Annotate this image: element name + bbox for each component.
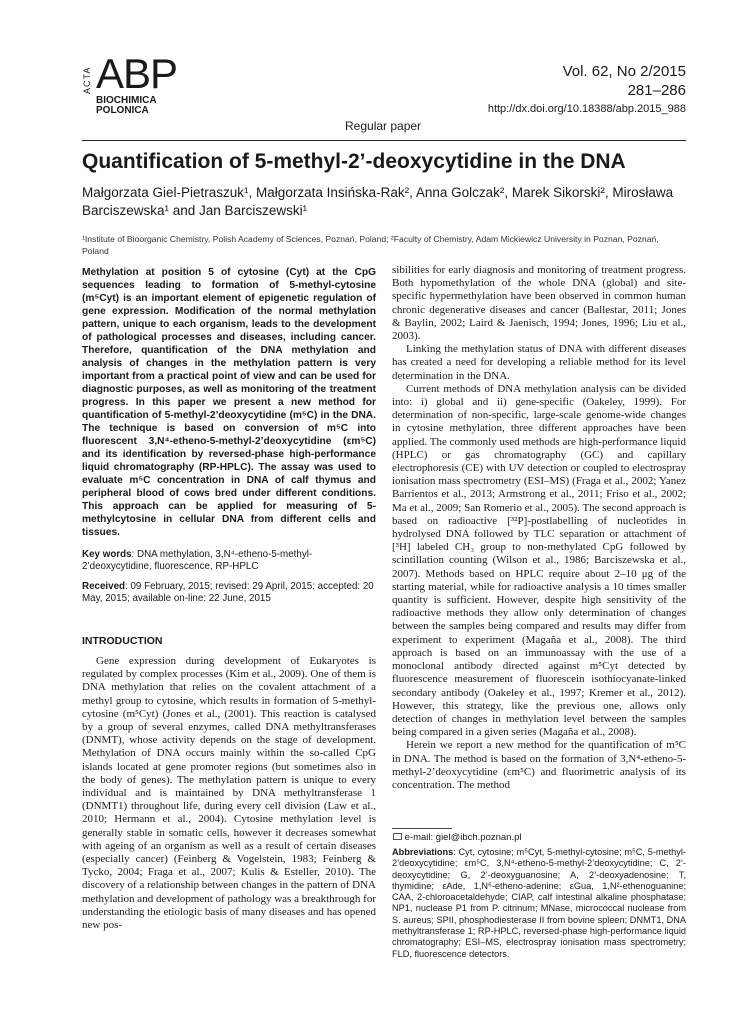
footnote-divider xyxy=(392,828,452,829)
affiliations: ¹Institute of Bioorganic Chemistry, Polish Academy of Sciences, Poznań, Poland; ²Faculty of Chemistry, Adam Mickiewicz University in Poznan, Poznań, Poland xyxy=(82,234,659,256)
abbreviations xyxy=(392,847,686,960)
article-title: Quantification of 5-methyl-2’-deoxycytidine in the DNA xyxy=(82,150,626,173)
corresponding-email[interactable] xyxy=(392,832,521,843)
keywords xyxy=(82,549,376,573)
doi-link[interactable]: http://dx.doi.org/10.18388/abp.2015_988 xyxy=(487,103,686,115)
volume: Vol. 62, No 2/2015 xyxy=(562,63,686,80)
logo-acta: ACTA xyxy=(82,66,92,94)
header-divider xyxy=(82,140,686,141)
received-text: : 09 February, 2015; revised: 29 April, 2015; accepted: 20 May, 2015; available on-line: 22 June, 2015 xyxy=(82,581,374,604)
authors-text: Małgorzata Giel-Pietraszuk¹, Małgorzata Insińska-Rak², Anna Golczak², Marek Sikorski², Mirosława Barciszewska¹ and Jan Barciszewski¹ xyxy=(82,185,674,218)
keywords-text: : DNA methylation, 3,N⁴-etheno-5-methyl-2’deoxycytidine, fluorescence, RP-HPLC xyxy=(82,549,313,572)
email-text: e-mail: giel@ibch.poznan.pl xyxy=(404,832,522,843)
journal-logo xyxy=(82,50,178,122)
logo-line-2: POLONICA xyxy=(96,105,149,116)
paper-type: Regular paper xyxy=(345,119,422,133)
abbreviations-label: Abbreviations xyxy=(392,847,454,857)
received-dates xyxy=(82,581,376,605)
envelope-icon xyxy=(393,833,402,840)
abstract: Methylation at position 5 of cytosine (Cyt) at the CpG sequences leading to formation of 5-methyl-cytosine (m⁵Cyt) is an important element of epigenetic regulation of gene expression. Modification of the normal methylation pattern, unique to each organism, leads to the development of pathological processes and diseases, including cancer. Therefore, quantification of the DNA methylation and analysis of changes in the methylation pattern is very important from a practical point of view and can be used for diagnostic purposes, as well as monitoring of the treatment progress. In this paper we present a new method for quantification of 5-methyl-2’deoxycytidine (m⁵C) in the DNA. The technique is based on conversion of m⁵C into fluorescent 3,N⁴-etheno-5-methyl-2’deoxycytidine (εm⁵C) and its identification by reversed-phase high-performance liquid chromatography (RP-HPLC). The assay was used to evaluate m⁵C concentration in DNA of calf thymus and peripheral blood of cows bred under different conditions. This approach can be applied for measuring of 5-methylcytosine in cellular DNA from different cells and tissues. xyxy=(82,267,376,538)
keywords-label: Key words xyxy=(82,549,132,560)
right-column xyxy=(392,264,686,792)
body-paragraph-1: sibilities for early diagnosis and monitoring of treatment progress. Both hypomethylation of the whole DNA (global) and site-specific hypermethylation have been observed in common human chronic degenerative diseases and cancer (Ballestar, 2011; Jones & Baylin, 2002; Laird & Jaenisch, 1994; Jones, 1996; Liu et al., 2003). xyxy=(392,264,686,343)
body-paragraph-2: Linking the methylation status of DNA with different diseases has created a need for developing a reliable method for its level determination in the DNA. xyxy=(392,343,686,382)
logo-abp: ABP xyxy=(96,50,178,97)
abbreviations-text: : Cyt, cytosine; m⁵Cyt, 5-methyl-cytosine; m⁵C, 5-methyl-2’deoxycytidine; εm⁵C, 3,N⁴-etheno-5-methyl-2’deoxycytidine; C, 2’-deoxycytidine; G, 2’-deoxyguanosine; A, 2’-deoxyadenosine; T, thymidine; εAde, 1,N⁶-etheno-adenine; εGua, 1,N²-ethenoguanine; CAA, 2-chloroacetaldehyde; CIAP, calf intestinal alkaline phosphatase; NP1, nuclease P1 from P. citrinum; MNase, micrococcal nuclease from S. aureus; SPII, phosphodiesterase II from bovine spleen; DNMT1, DNA methyltransferase 1; RP-HPLC, reversed-phase high-performance liquid chromatography; ESI–MS, electrospray ionisation mass spectrometry; FLD, fluorescence detectors. xyxy=(392,847,686,959)
intro-paragraph: Gene expression during development of Eukaryotes is regulated by complex processes (Kim et al., 2009). One of them is DNA methylation that relies on the covalent attachment of a methyl group to cytosine, which results in formation of 5-methyl-cytosine (m⁵Cyt) (Jones et al., (2001). This reaction is catalysed by a group of several enzymes, called DNA methyltransferases (DNMT), whose activity depends on the stage of development. Methylation of DNA occurs mainly within the so-called CpG islands located at gene promoter regions (but sometimes also in the body of genes). The methylation pattern is unique to every individual and is maintained by DNA methyltransferase 1 (DNMT1) throughout life, during every cell division (Law et al., 2010; Hermann et al., 2004). Cytosine methylation level is generally stable in somatic cells, however it decreases somewhat with ageing of an organism as well as a result of certain diseases (especially cancer) (Feinberg & Vogelstein, 1983; Feinberg & Tycko, 2004; Fraga et al., 2007; Kulis & Esteller, 2010). The discovery of a relationship between changes in the pattern of DNA methylation and development of pathology was a breakthrough for understanding the etiologic basis of many diseases and has opened new pos- xyxy=(82,655,376,932)
issue-info xyxy=(488,62,686,119)
left-column xyxy=(82,266,376,932)
logo-subtitle xyxy=(96,96,157,116)
received-label: Received xyxy=(82,581,126,592)
author-list xyxy=(82,184,682,220)
logo-line-1: BIOCHIMICA xyxy=(96,95,157,106)
body-paragraph-3: Current methods of DNA methylation analysis can be divided into: i) global and ii) gene-specific (Oakeley, 1999). For determination of non-specific, large-scale genome-wide changes in cytosine methylation, three different approaches have been applied. The commonly used methods are high-performance liquid (HPLC) or gas chromatography (GC) and capillary electrophoresis (CE) with UV detection or coupled to electrospray ionisation mass spectrometry (ESI–MS) (Fraga et al., 2002; Yanez Barrientos et al., 2013; Armstrong et al., 2011; Friso et al., 2002; Ma et al., 2009; San Romerio et al., 2005). The second approach is based on radioactive [³²P]-postlabelling of nucleotides in hydrolysed DNA followed by TLC separation or attachment of [³H] labeled CH₃ group to non-methylated CpG followed by scintillation counting (Wilson et al., 1986; Barciszewska et al., 2007). Methods based on HPLC require about 2–10 μg of the starting material, while for radioactive analysis a 10 times smaller quantity is sufficient. However, despite high sensitivity of the radioactive methods they allow only determination of changes between the samples being compared and results may differ from experiment to experiment (Magaña et al., 2008). The third approach is based on an immunoassay with the use of a monoclonal antibody directed against m⁵Cyt detected by fluorescence measurement of fluorescein isothiocyanate-linked secondary antibody (Oakeley et al., 1997; Kremer et al., 2012). However, this strategy, like the previous one, allows only detection of changes in methylation level between the samples being compared in a given series (Magaña et al., 2008). xyxy=(392,382,686,739)
pages: 281–286 xyxy=(627,82,686,99)
section-heading-introduction: INTRODUCTION xyxy=(82,635,163,647)
body-paragraph-4: Herein we report a new method for the quantification of m⁵C in DNA. The method is based on the formation of 3,N⁴-etheno-5-methyl-2’deoxycytidine (εm⁵C) and fluorimetric analysis of its concentration. The method xyxy=(392,739,686,791)
